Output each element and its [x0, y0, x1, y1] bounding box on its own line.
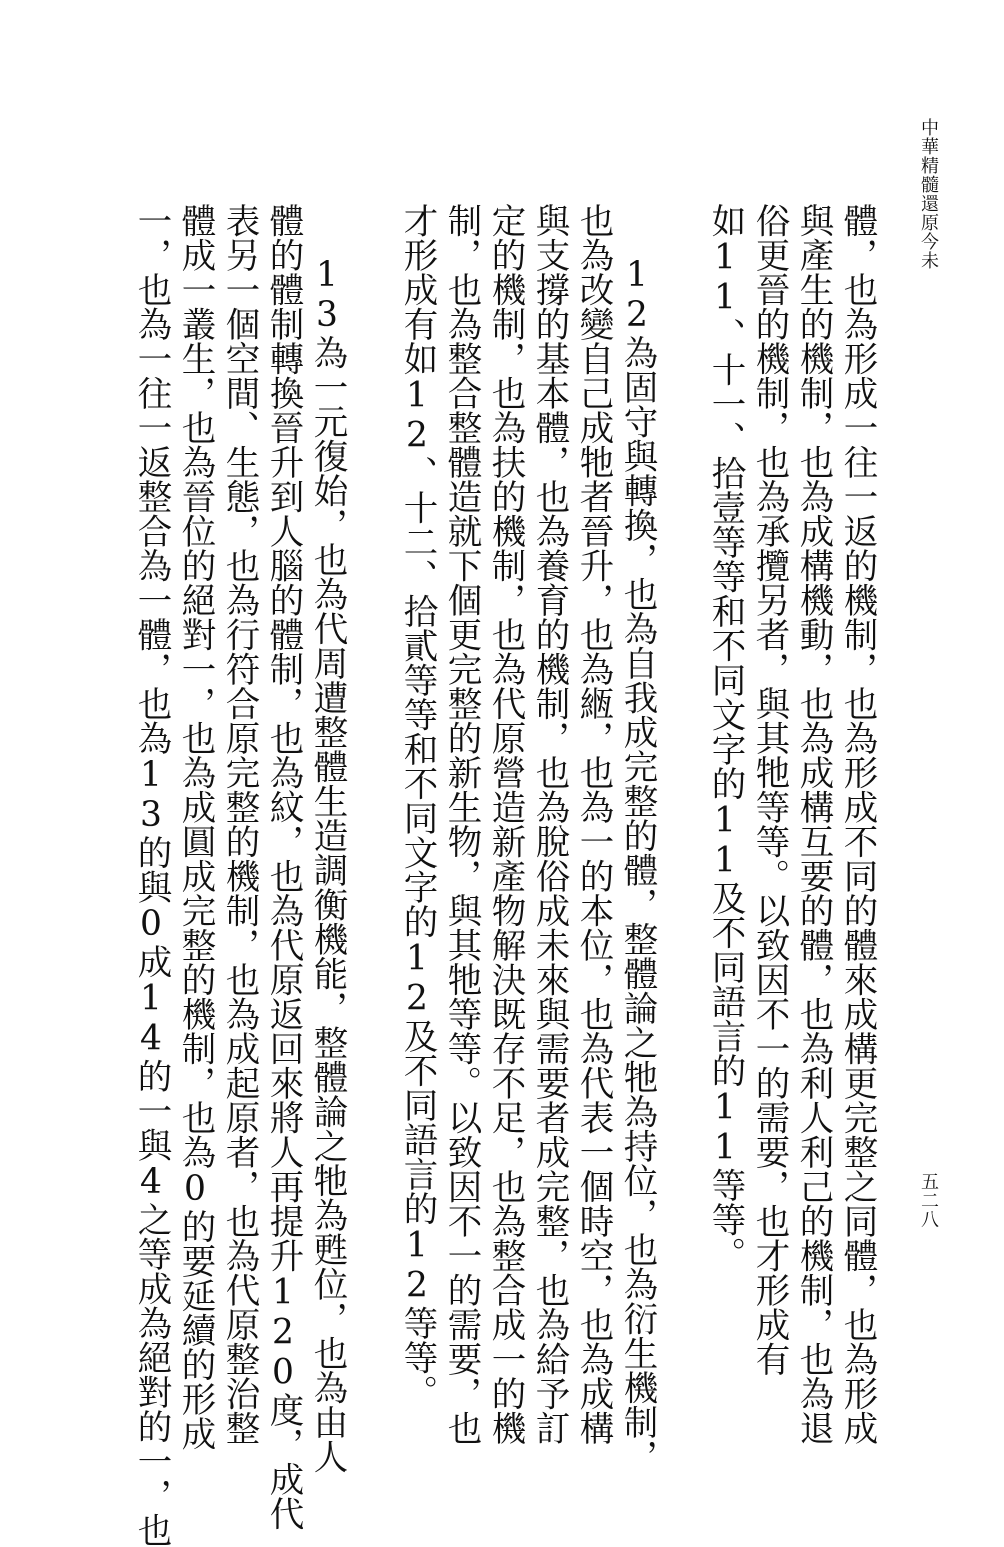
text-column: 體的體制轉換晉升到人腦的體制，也為紋，也為代原返回來將人再提升120度，成代 [263, 203, 303, 1531]
text-column: 體成一叢生，也為晉位的絕對一，也為成圓成完整的機制，也為0的要延續的形成 [175, 203, 215, 1451]
text-column: 一，也為一往一返整合為一體，也為13的與0成14的一與4之等成為絕對的一，也 [131, 203, 171, 1547]
text-column: 體，也為形成一往一返的機制，也為形成不同的體來成構更完整之同體，也為形成 [837, 203, 877, 1445]
text-column: 定的機制，也為扶的機制，也為代原營造新產物解決既存不足，也為整合成一的機 [485, 203, 525, 1445]
paragraph-start-column: 13為一元復始，也為代周遭整體生造調衡機能，整體論之牠為甦位，也為由人 [307, 255, 347, 1474]
running-header-title: 中華精髓還原今未 [918, 118, 939, 270]
paragraph-start-column: 12為固守與轉換，也為自我成完整的體，整體論之牠為持位，也為衍生機制， [617, 255, 657, 1474]
page-number: 五二八 [918, 1172, 939, 1229]
text-column: 與產生的機制，也為成構機動，也為成構互要的體，也為利人利己的機制，也為退 [793, 203, 833, 1445]
text-column: 制，也為整合整體造就下個更完整的新生物，與其牠等等。以致因不一的需要，也 [441, 203, 481, 1445]
text-column: 與支撐的基本體，也為養育的機制，也為脫俗成未來與需要者成完整，也為給予訂 [529, 203, 569, 1445]
text-column: 也為改變自己成牠者晉升，也為緪，也為一的本位，也為代表一個時空，也為成構 [573, 203, 613, 1445]
text-column: 如11、十一、拾壹等等和不同文字的11及不同語言的11等等。 [705, 203, 745, 1271]
text-column: 表另一個空間、生態，也為行符合原完整的機制，也為成起原者，也為代原整治整 [219, 203, 259, 1445]
text-column: 俗更晉的機制，也為承攬另者，與其牠等等。以致因不一的需要，也才形成有 [749, 203, 789, 1376]
text-column: 才形成有如12、十二、拾貳等等和不同文字的12及不同語言的12等等。 [397, 203, 437, 1409]
